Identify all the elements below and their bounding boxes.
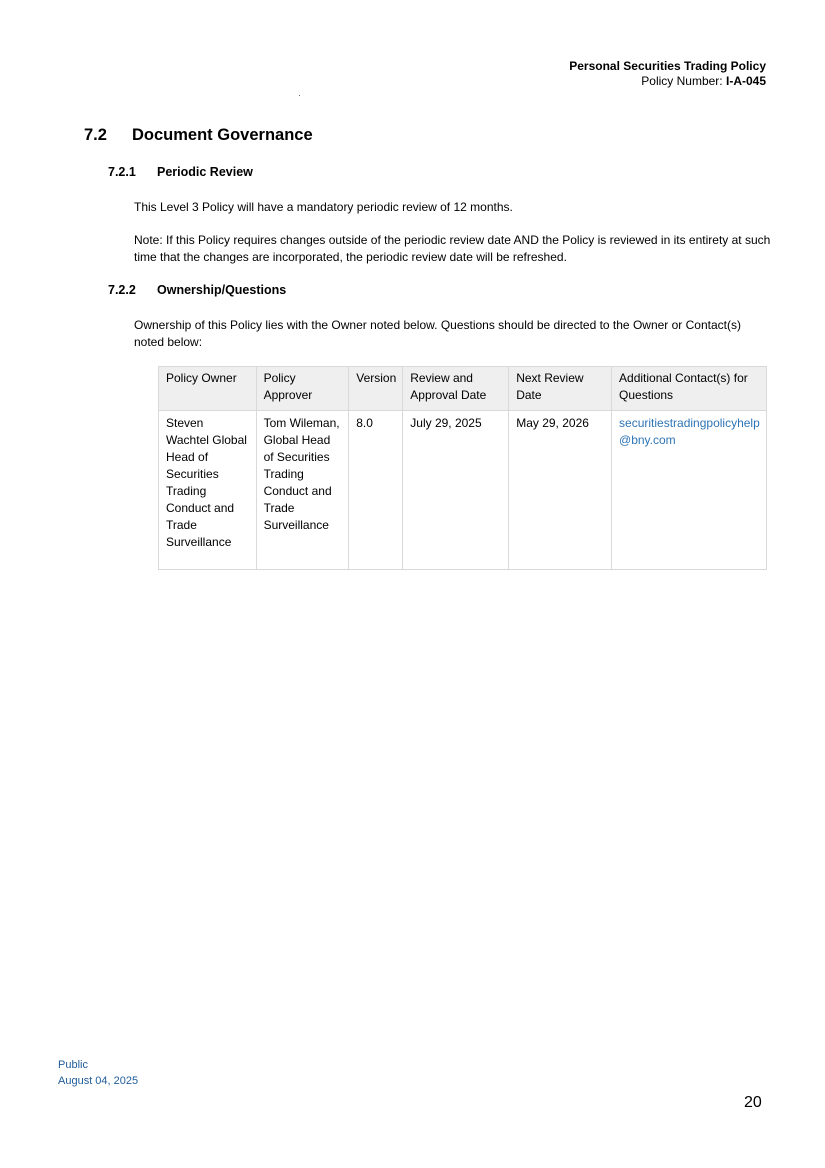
governance-table xyxy=(158,366,767,570)
table-row xyxy=(159,411,767,570)
subsection-title: Ownership/Questions xyxy=(157,283,287,297)
subsection-title: Periodic Review xyxy=(157,165,253,179)
page-footer xyxy=(58,1057,138,1089)
document-title: Personal Securities Trading Policy xyxy=(569,59,766,73)
stray-mark xyxy=(299,95,300,96)
header-additional-contacts: Additional Contact(s) for Questions xyxy=(612,367,767,411)
cell-version: 8.0 xyxy=(349,411,403,570)
periodic-review-note: Note: If this Policy requires changes outside of the periodic review date AND the Policy is reviewed in its entirety at such time that the changes are incorporated, the periodic review date will be refreshed. xyxy=(134,233,771,264)
page-header xyxy=(569,59,766,89)
cell-policy-owner: Steven Wachtel Global Head of Securities Trading Conduct and Trade Surveillance xyxy=(159,411,257,570)
section-title: Document Governance xyxy=(132,126,313,144)
cell-next-review-date: May 29, 2026 xyxy=(509,411,612,570)
header-next-review-date: Next Review Date xyxy=(509,367,612,411)
cell-policy-approver: Tom Wileman, Global Head of Securities Trading Conduct and Trade Surveillance xyxy=(256,411,349,570)
periodic-review-paragraph: This Level 3 Policy will have a mandatory periodic review of 12 months. xyxy=(134,200,513,214)
cell-review-approval-date: July 29, 2025 xyxy=(403,411,509,570)
policy-number-value: I-A-045 xyxy=(725,74,766,88)
section-heading xyxy=(84,126,313,145)
header-review-approval-date: Review and Approval Date xyxy=(403,367,509,411)
header-policy-owner: Policy Owner xyxy=(159,367,257,411)
table-header-row xyxy=(159,367,767,411)
section-number: 7.2 xyxy=(84,126,107,144)
subsection-number: 7.2.1 xyxy=(108,165,136,179)
subsection-heading-periodic-review xyxy=(108,165,253,179)
policy-number xyxy=(569,74,766,89)
page-number: 20 xyxy=(744,1094,762,1111)
header-policy-approver: Policy Approver xyxy=(256,367,349,411)
contact-email-link[interactable]: securitiestradingpolicyhelp@bny.com xyxy=(612,411,767,570)
subsection-heading-ownership xyxy=(108,283,286,297)
header-version: Version xyxy=(349,367,403,411)
ownership-paragraph: Ownership of this Policy lies with the Owner noted below. Questions should be directed to the Owner or Contact(s) noted below: xyxy=(134,318,741,349)
policy-number-label: Policy Number: xyxy=(641,74,723,88)
subsection-number: 7.2.2 xyxy=(108,283,136,297)
footer-date: August 04, 2025 xyxy=(58,1075,139,1087)
classification-label: Public xyxy=(58,1059,88,1071)
